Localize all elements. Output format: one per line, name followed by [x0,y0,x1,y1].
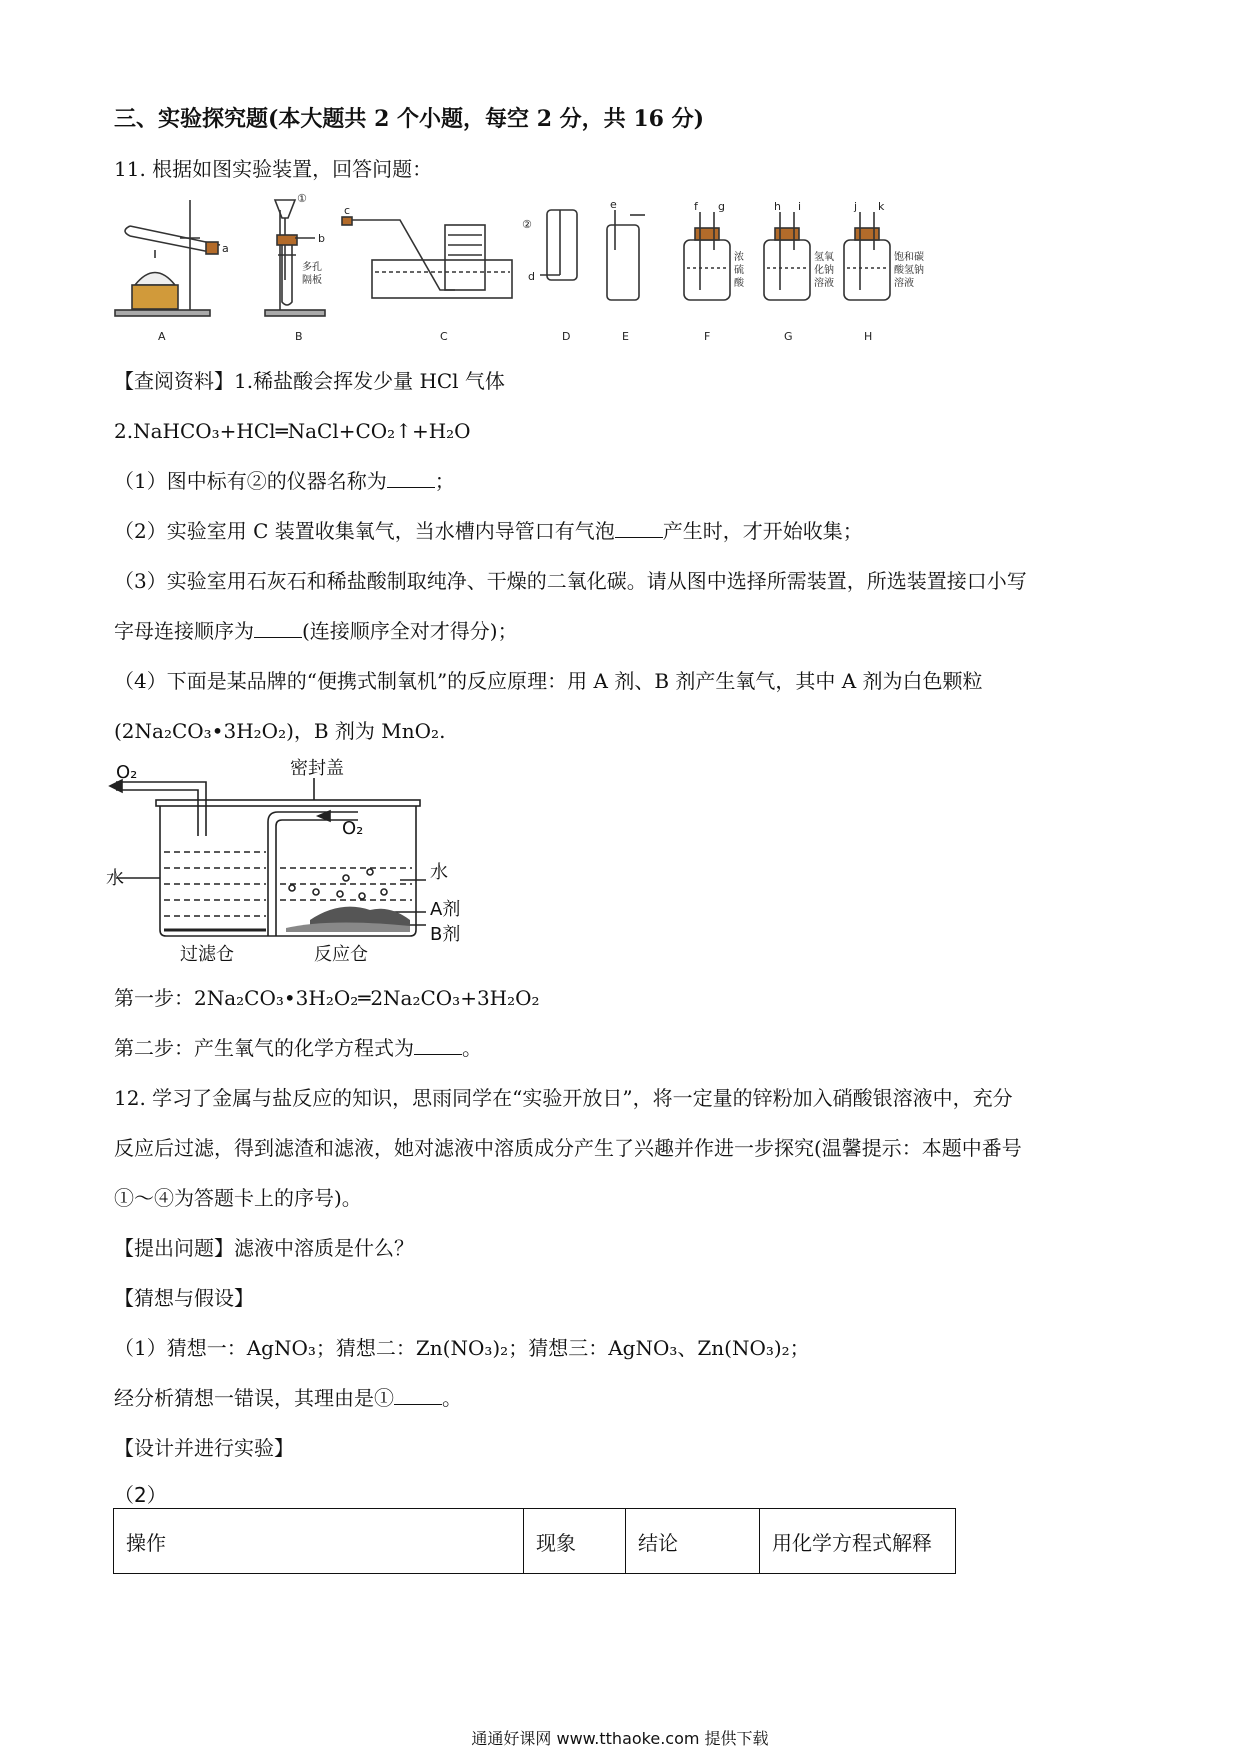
port-j: j [854,200,858,213]
q12-line3: ①～④为答题卡上的序号)。 [114,1186,362,1210]
h-note-2: 酸氢钠 [894,265,924,276]
q12-hypothesis-heading: 【猜想与假设】 [114,1286,254,1310]
water-left-label: 水 [106,868,124,889]
q12-part2: （2） [114,1483,167,1507]
page-footer: 通通好课网 www.tthaoke.com 提供下载 [471,1729,769,1748]
port-b: b [318,232,325,245]
experiment-table [113,1508,956,1574]
label-a: A [158,330,166,343]
q11-part3-text: 字母连接顺序为 [114,619,254,643]
o2-inner-label: O₂ [342,818,364,839]
table-header-operation: 操作 [114,1509,524,1574]
port-d: d [528,270,535,283]
mark-2: ② [522,218,532,231]
port-f: f [694,200,698,213]
q11-part2 [114,518,863,544]
q11-stem: 11. 根据如图实验装置，回答问题： [114,157,433,181]
filter-chamber-label: 过滤仓 [180,944,234,965]
step2-end: 。 [462,1036,482,1060]
q12-line2: 反应后过滤，得到滤渣和滤液，她对滤液中溶质成分产生了兴趣并作进一步探究(温馨提示：本题中番号 [114,1136,1022,1160]
apparatus-e [607,210,645,300]
label-f: F [704,330,711,343]
answer-blank [394,1386,442,1405]
answer-blank [414,1036,462,1055]
g-note-2: 化钠 [814,265,834,276]
g-note-1: 氢氧 [814,252,834,263]
port-h: h [774,200,781,213]
apparatus-h [844,212,890,300]
label-c: C [440,330,448,343]
h-note-3: 溶液 [894,278,914,289]
o2-outlet-label: O₂ [116,762,138,783]
q11-part2-text: （2）实验室用 C 装置收集氧气，当水槽内导管口有气泡 [114,519,615,543]
agent-a-label: A剂 [430,899,461,920]
step1: 第一步：2Na₂CO₃•3H₂O₂═2Na₂CO₃+3H₂O₂ [114,986,540,1010]
apparatus-figure [110,190,990,350]
label-h: H [864,330,873,343]
q12-line1: 12. 学习了金属与盐反应的知识，思雨同学在“实验开放日”，将一定量的锌粉加入硝酸银溶液中，充分 [114,1086,1013,1110]
section-title: 三、实验探究题(本大题共 2 个小题，每空 2 分，共 16 分) [114,106,705,132]
b-note-2: 隔板 [302,275,322,286]
apparatus-f [684,212,730,300]
q11-part4-line1: （4）下面是某品牌的“便携式制氧机”的反应原理：用 A 剂、B 剂产生氧气，其中 A 剂为白色颗粒 [114,669,983,693]
f-note-2: 硫 [734,265,744,276]
b-note-1: 多孔 [302,262,322,273]
oxygen-machine-diagram [106,758,490,965]
label-d: D [562,330,571,343]
f-note-1: 浓 [734,252,744,263]
apparatus-d [540,210,577,280]
q12-design-heading: 【设计并进行实验】 [114,1436,294,1460]
table-header-phenomenon: 现象 [524,1509,626,1574]
apparatus-g [764,212,810,300]
table-header-equation: 用化学方程式解释 [760,1509,956,1574]
step2-text: 第二步：产生氧气的化学方程式为 [114,1036,414,1060]
label-g: G [784,330,793,343]
answer-blank [615,519,663,538]
apparatus-c [342,217,512,298]
info-2: 2.NaHCO₃+HCl═NaCl+CO₂↑+H₂O [114,419,471,443]
g-note-3: 溶液 [814,278,834,289]
q12-analysis-text: 经分析猜想一错误，其理由是① [114,1386,394,1410]
port-c: c [344,204,351,217]
h-note-1: 饱和碳 [894,252,924,263]
q11-part1-end: ； [434,469,455,493]
reaction-chamber-label: 反应仓 [314,944,368,965]
q12-question: 【提出问题】滤液中溶质是什么？ [114,1236,414,1260]
q11-part3-line1: （3）实验室用石灰石和稀盐酸制取纯净、干燥的二氧化碳。请从图中选择所需装置，所选装置接口小写 [114,569,1027,593]
port-g: g [718,200,725,213]
port-e: e [610,198,617,211]
apparatus-a [115,200,220,316]
answer-blank [387,469,435,488]
q12-guess: （1）猜想一：AgNO₃；猜想二：Zn(NO₃)₂；猜想三：AgNO₃、Zn(NO₃)₂； [114,1336,810,1360]
label-e: E [622,330,629,343]
mark-1: ① [297,192,307,205]
agent-b-label: B剂 [430,924,461,945]
water-right-label: 水 [430,862,448,883]
table-header-conclusion: 结论 [626,1509,760,1574]
q12-analysis [114,1385,462,1411]
label-b: B [295,330,303,343]
lid-label: 密封盖 [290,758,344,779]
f-note-3: 酸 [734,278,744,289]
q11-part3-line2 [114,618,518,644]
table-header-row [114,1509,956,1574]
q11-part2-end: 产生时，才开始收集； [662,519,863,543]
answer-blank [254,619,302,638]
info-1: 【查阅资料】1.稀盐酸会挥发少量 HCl 气体 [114,369,505,393]
q11-part3-end: (连接顺序全对才得分)； [302,619,518,643]
q12-analysis-end: 。 [442,1386,462,1410]
q11-part1-text: （1）图中标有②的仪器名称为 [114,469,387,493]
apparatus-b [265,200,325,316]
q11-part4-line2: (2Na₂CO₃•3H₂O₂)，B 剂为 MnO₂. [114,719,446,743]
port-k: k [878,200,885,213]
q11-part1 [114,468,455,494]
port-a: a [222,242,229,255]
step2 [114,1035,482,1061]
port-i: i [798,200,802,213]
